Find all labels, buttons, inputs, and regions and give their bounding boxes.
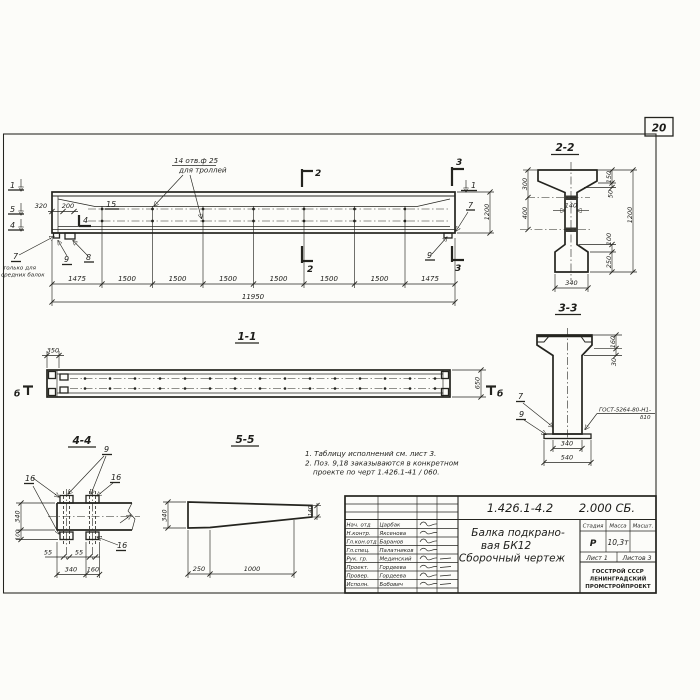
dim-340-100-left bbox=[14, 500, 59, 542]
section-mark-2-top bbox=[302, 169, 321, 187]
stamp-rows bbox=[347, 523, 414, 589]
weld-note-line2: δ10 bbox=[640, 415, 651, 421]
doc-code: 2.000 СБ. bbox=[578, 501, 636, 515]
sheet-frame bbox=[4, 118, 674, 594]
mass-value: 10,3т bbox=[607, 538, 629, 547]
stamp-name-6: Гордеева bbox=[379, 573, 407, 580]
dim-55-a: 55 bbox=[43, 548, 53, 557]
pos-16-callout-right bbox=[97, 473, 121, 496]
dim-160: 160 bbox=[609, 335, 617, 349]
dim-250-55: 250 bbox=[192, 565, 206, 573]
section-mark-b-left bbox=[14, 387, 33, 400]
stamp-role-0: Нач. отд bbox=[346, 522, 371, 529]
section-4-4-view bbox=[14, 435, 141, 578]
drawing-title-2: вая БК12 bbox=[480, 540, 532, 552]
stage-value: Р bbox=[589, 539, 597, 549]
dim-100-44: 100 bbox=[15, 529, 22, 541]
svg-text:340: 340 bbox=[565, 279, 578, 287]
pos-9-callout-right bbox=[425, 237, 447, 260]
holes-note-line2: для троллей bbox=[179, 165, 227, 175]
dim-150: 150 bbox=[605, 170, 613, 184]
svg-text:1: 1 bbox=[10, 181, 16, 190]
stamp-name-5: Гордеева bbox=[379, 565, 407, 571]
section-5-5-view bbox=[161, 434, 322, 578]
svg-text:5: 5 bbox=[10, 205, 16, 214]
pos-16-callout-left bbox=[24, 474, 59, 534]
title-block bbox=[345, 496, 656, 593]
stamp-role-1: Н.контр. bbox=[346, 531, 371, 537]
svg-text:7: 7 bbox=[13, 252, 19, 261]
pos-9-callout-44 bbox=[68, 445, 112, 494]
svg-text:9: 9 bbox=[519, 410, 525, 419]
dim-540: 540 bbox=[560, 453, 574, 462]
dim-total: 11950 bbox=[241, 293, 265, 301]
pos-7-note-2: средних балок bbox=[1, 272, 45, 279]
stamp-role-4: Рук. гр. bbox=[346, 556, 368, 563]
svg-text:9: 9 bbox=[427, 251, 433, 260]
dim-300-400 bbox=[521, 167, 537, 232]
svg-text:3: 3 bbox=[456, 158, 463, 168]
plan-holes bbox=[84, 377, 437, 390]
stamp-name-3: Палатников bbox=[379, 548, 414, 554]
stamp-role-2: Гл.кон.отд bbox=[346, 539, 377, 546]
pos-9-callout-left bbox=[58, 241, 72, 265]
dim-spacing-3: 1500 bbox=[219, 275, 237, 283]
stamp-role-7: Исполн. bbox=[346, 582, 370, 588]
section-mark-b-right bbox=[486, 387, 503, 400]
dim-spacing-5: 1500 bbox=[320, 275, 338, 283]
weld-note-line1: ГОСТ-5264-80-Н1- bbox=[599, 407, 652, 414]
dim-1000: 1000 bbox=[243, 565, 261, 573]
svg-text:3: 3 bbox=[455, 264, 462, 274]
dim-55-b: 55 bbox=[74, 548, 84, 557]
dim-1200-elevation bbox=[457, 189, 494, 235]
svg-text:650: 650 bbox=[473, 376, 482, 390]
dim-50: 50 bbox=[606, 189, 615, 199]
sheet-label: Лист 1 bbox=[586, 555, 608, 562]
stamp-role-5: Проект. bbox=[346, 565, 369, 571]
dim-340-540 bbox=[541, 440, 593, 467]
pos-16-callout-bottom bbox=[97, 537, 127, 551]
stamp-role-6: Провер. bbox=[346, 573, 369, 580]
dim-160-30 bbox=[584, 332, 622, 366]
svg-text:4: 4 bbox=[83, 216, 89, 225]
stamp-role-3: Гл.спец. bbox=[346, 548, 370, 554]
svg-text:2: 2 bbox=[315, 169, 322, 179]
dim-140-web bbox=[553, 202, 589, 211]
stamp-name-1: Яксенова bbox=[379, 531, 407, 537]
col-scale: Масшт. bbox=[632, 523, 654, 530]
svg-text:7: 7 bbox=[518, 392, 524, 401]
dim-340-33: 340 bbox=[560, 439, 574, 448]
section-4-4-title: 4-4 bbox=[72, 435, 92, 447]
section-3-3-view bbox=[516, 303, 655, 467]
section-1-1-title: 1-1 bbox=[237, 331, 257, 343]
dim-650 bbox=[452, 367, 486, 399]
dim-30: 30 bbox=[610, 357, 618, 367]
dim-spacing-4: 1500 bbox=[269, 275, 288, 283]
holes-note-line1: 14 отв.ф 25 bbox=[174, 156, 219, 165]
dim-340-v: 340 bbox=[13, 510, 22, 523]
doc-number: 1.426.1-4.2 bbox=[486, 501, 554, 515]
page-number: 20 bbox=[651, 122, 667, 135]
drawing-title-3: Сборочный чертеж bbox=[458, 552, 566, 565]
col-stage: Стадия bbox=[582, 523, 604, 530]
note-line-1: 1. Таблицу исполнений см. лист 3. bbox=[305, 449, 437, 458]
dim-1200-section: 1200 bbox=[626, 206, 634, 224]
pos-7-callout-right bbox=[456, 201, 475, 231]
pos-7-note-1: только для bbox=[3, 265, 36, 272]
svg-text:340: 340 bbox=[160, 509, 169, 522]
weld-callout bbox=[585, 408, 655, 430]
org-line-2: ЛЕНИНГРАДСКИЙ bbox=[589, 576, 647, 583]
dim-spacing-2: 1500 bbox=[168, 275, 187, 283]
note-line-3: проекте по черт 1.426.1-41 / 060. bbox=[313, 467, 440, 477]
dim-spacing-0: 1475 bbox=[68, 275, 86, 283]
org-line-3: ПРОМСТРОЙПРОЕКТ bbox=[585, 584, 651, 590]
svg-text:б: б bbox=[14, 389, 21, 400]
dim-spacing-6: 1500 bbox=[370, 275, 389, 283]
svg-text:140: 140 bbox=[308, 505, 314, 517]
support-pad-left-2 bbox=[65, 233, 75, 239]
sheets-label: Листов 3 bbox=[622, 555, 652, 562]
pos-8-callout bbox=[73, 241, 94, 263]
dim-320-200 bbox=[35, 202, 78, 214]
pos-15: 15 bbox=[106, 200, 117, 209]
stamp-name-7: Бобович bbox=[379, 582, 403, 588]
stamp-name-0: Царбак bbox=[379, 522, 401, 529]
svg-text:9: 9 bbox=[104, 445, 110, 454]
svg-text:4: 4 bbox=[10, 221, 16, 230]
note-line-2: 2. Поз. 9,18 заказываются в конкретном bbox=[305, 458, 459, 468]
dim-spacing-7: 1475 bbox=[421, 275, 439, 283]
dim-55-55 bbox=[44, 549, 100, 560]
section-mark-3-top bbox=[452, 158, 464, 186]
dim-250-1000 bbox=[185, 520, 296, 578]
drawing-title-1: Балка подкрано- bbox=[471, 527, 565, 539]
pos-7-callout bbox=[1, 237, 54, 279]
svg-text:1: 1 bbox=[471, 181, 477, 190]
section-mark-5-left bbox=[8, 203, 24, 215]
dim-100: 100 bbox=[605, 232, 613, 246]
section-mark-1-left bbox=[8, 179, 24, 191]
svg-text:16: 16 bbox=[117, 541, 128, 550]
signatures bbox=[420, 522, 451, 585]
dim-200: 200 bbox=[61, 202, 75, 210]
svg-text:1200: 1200 bbox=[483, 203, 491, 221]
org-line-1: ГОССТРОЙ СССР bbox=[592, 569, 644, 575]
col-mass: Масса bbox=[609, 523, 627, 530]
svg-text:б: б bbox=[497, 389, 504, 400]
section-mark-1-right bbox=[461, 180, 477, 192]
section-mark-4-left bbox=[8, 219, 24, 231]
svg-text:7: 7 bbox=[468, 201, 474, 210]
dim-340-55 bbox=[161, 499, 187, 530]
svg-text:2: 2 bbox=[307, 265, 314, 275]
dim-300: 300 bbox=[521, 177, 529, 191]
dim-160-44: 160 bbox=[86, 565, 100, 574]
svg-text:16: 16 bbox=[25, 474, 36, 483]
section-1-1-view bbox=[14, 331, 503, 400]
section-3-3-title: 3-3 bbox=[558, 302, 578, 315]
section-2-2-view bbox=[520, 142, 637, 292]
svg-text:8: 8 bbox=[86, 253, 92, 262]
pos-9-callout-33 bbox=[516, 410, 546, 435]
notes bbox=[305, 449, 459, 477]
svg-text:140: 140 bbox=[564, 201, 578, 210]
dim-line-total bbox=[49, 293, 457, 305]
dim-spacing-1: 1500 bbox=[118, 275, 136, 283]
section-mark-3-bottom bbox=[452, 246, 464, 274]
section-5-5-title: 5-5 bbox=[235, 434, 255, 446]
svg-text:9: 9 bbox=[64, 255, 70, 264]
dim-350 bbox=[42, 347, 64, 369]
svg-text:16: 16 bbox=[111, 473, 122, 482]
dim-400: 400 bbox=[521, 206, 529, 220]
dim-340-160-bottom bbox=[54, 542, 102, 578]
dim-340-h: 340 bbox=[64, 565, 78, 574]
section-2-2-title: 2-2 bbox=[555, 142, 575, 154]
stamp-name-4: Мединский bbox=[379, 556, 412, 563]
dim-340-bottom-22 bbox=[552, 274, 590, 292]
elevation-view bbox=[1, 156, 494, 306]
dim-250: 250 bbox=[605, 255, 613, 269]
dim-320: 320 bbox=[34, 202, 48, 210]
stamp-name-2: Баранов bbox=[379, 539, 404, 546]
svg-text:350: 350 bbox=[46, 346, 60, 355]
mark-4-corner bbox=[79, 215, 91, 226]
